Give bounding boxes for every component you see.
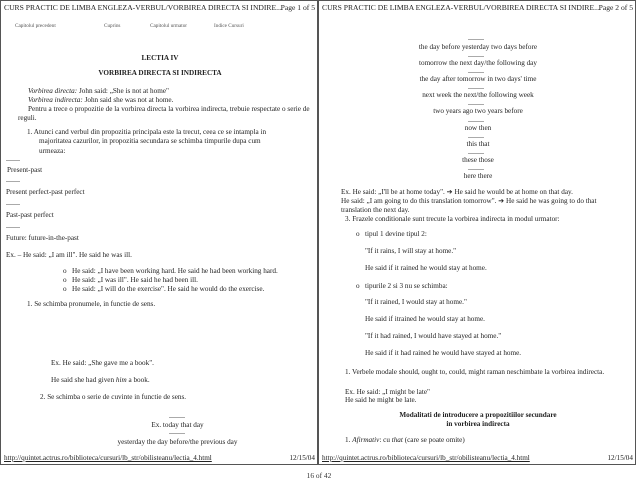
right-footer — [322, 453, 633, 463]
word-pair-1: the day before yesterday two days before — [418, 43, 538, 51]
conditional-q2: "If it rained, I would stay at home." — [365, 298, 467, 306]
conditional-q3: "If it had rained, I would have stayed at home." — [365, 332, 502, 340]
word-pair-4: next week the next/the following week — [422, 91, 534, 99]
affirmative-rule: 1. Afirmativ: cu that (care se poate omite) — [345, 436, 465, 444]
bullet-marker: o — [356, 282, 360, 290]
intro-paragraph: Pentru a trece o propozitie de la vorbirea directa la vorbirea indirecta, trebuie respectate o serie de reguli. — [18, 105, 310, 123]
conditional-a1: He said if it rained he would stay at home. — [365, 264, 487, 272]
separator — [468, 39, 484, 40]
indirect-speech-example: Vorbirea indirecta: John said she was not at home. — [28, 96, 174, 104]
bullet-example-3: He said: „I will do the exercise". He said he would do the exercise. — [72, 285, 265, 293]
separator — [468, 88, 484, 89]
conditional-q1: "If it rains, I will stay at home." — [365, 247, 457, 255]
separator — [6, 181, 20, 182]
right-footer-date: 12/15/04 — [607, 453, 633, 462]
bullet-marker: o — [63, 276, 67, 284]
lecture-number: LECTIA IV — [141, 54, 179, 62]
separator — [468, 137, 484, 138]
example-ill: Ex. – He said: „I am ill". He said he was ill. — [6, 251, 132, 259]
word-pair-5: two years ago two years before — [433, 107, 523, 115]
section-title-line1: Modalitati de introducere a propozitiilor secundare — [399, 411, 557, 419]
separator — [468, 72, 484, 73]
separator — [468, 121, 484, 122]
left-footer-url[interactable]: http://quintet.actrus.ro/biblioteca/cursuri/lb_str/obilisteanu/lectia_4.html — [4, 453, 212, 462]
left-header — [4, 3, 315, 15]
right-header-title: CURS PRACTIC DE LIMBA ENGLEZA-VERBUL/VORBIREA DIRECTA SI INDIRE... — [322, 3, 600, 12]
conditional-a2: He said if itrained he would stay at home. — [365, 315, 485, 323]
word-pair-6: now then — [464, 124, 492, 132]
nav-contents[interactable]: Cuprins — [104, 23, 121, 29]
separator — [6, 204, 20, 205]
bullet-marker: o — [63, 267, 67, 275]
example-translation: He said: „I am going to do this translation tomorrow". ➔ He said he was going to do that translation the next day. — [341, 197, 597, 215]
right-page — [318, 0, 636, 465]
word-pair-7: this that — [466, 140, 490, 148]
tense-present-perfect: Present perfect-past perfect — [6, 188, 85, 196]
right-header — [322, 3, 633, 15]
section-title-line2: in vorbirea indirecta — [446, 420, 510, 428]
separator — [6, 227, 20, 228]
direct-speech-example: Vorbirea directa: John said: „She is not at home" — [28, 87, 169, 95]
example-late-indirect: He said he might be late. — [345, 396, 417, 404]
bullet-marker: o — [356, 230, 360, 238]
tense-future: Future: future-in-the-past — [6, 234, 79, 242]
right-page-label: Page 2 of 5 — [598, 3, 633, 12]
bullet-example-2: He said: „I was ill". He said he had been ill. — [72, 276, 198, 284]
word-pair-8: these those — [462, 156, 494, 164]
left-page-label: Page 1 of 5 — [280, 3, 315, 12]
bullet-example-1: He said: „I have been working hard. He said he had been working hard. — [72, 267, 278, 275]
left-header-title: CURS PRACTIC DE LIMBA ENGLEZA-VERBUL/VORBIREA DIRECTA SI INDIRE... — [4, 3, 282, 12]
tense-past: Past-past perfect — [6, 211, 54, 219]
nav-course-index[interactable]: Indice Cursuri — [214, 23, 244, 29]
conditional-type-2-3: tipurile 2 si 3 nu se schimba: — [365, 282, 448, 290]
example-book-indirect: He said she had given him a book. — [51, 376, 150, 384]
word-pair-9: here there — [463, 172, 493, 180]
rule-pronouns: 1. Se schimba pronumele, in functie de sens. — [27, 300, 156, 308]
separator — [468, 56, 484, 57]
separator — [6, 160, 20, 161]
example-late: Ex. He said: „I might be late" — [345, 388, 430, 396]
separator — [169, 417, 185, 418]
left-footer — [4, 453, 315, 463]
example-today: Ex. today that day — [151, 421, 204, 429]
rule-2: 2. Se schimba o serie de cuvinte in functie de sens. — [40, 393, 187, 401]
lesson-title: VORBIREA DIRECTA SI INDIRECTA — [98, 69, 222, 77]
separator — [468, 104, 484, 105]
nav-next-chapter[interactable]: Capitolul urmator — [150, 23, 188, 29]
left-footer-date: 12/15/04 — [289, 453, 315, 462]
conditional-type-1: tipul 1 devine tipul 2: — [365, 230, 427, 238]
rule-modal-verbs: 1. Verbele modale should, ought to, could, might raman neschimbate la vorbirea indirecta. — [345, 368, 605, 376]
separator — [468, 169, 484, 170]
right-footer-url[interactable]: http://quintet.actrus.ro/biblioteca/cursuri/lb_str/obilisteanu/lectia_4.html — [322, 453, 530, 462]
word-pair-3: the day after tomorrow in two days' time — [419, 75, 537, 83]
separator — [468, 153, 484, 154]
example-book: Ex. He said: „She gave me a book". — [51, 359, 154, 367]
word-pair-2: tomorrow the next day/the following day — [419, 59, 537, 67]
rule-3: 3. Frazele conditionale sunt trecute la vorbirea indirecta in modul urmator: — [345, 215, 560, 223]
rule-1: 1. Atunci cand verbul din propozitia principala este la trecut, ceea ce se intampla in majoritatea cazurilor, in propozitia secundara se schimba timpurile dupa cum urmeaza: — [27, 128, 267, 155]
tense-present: Present-past — [7, 166, 43, 174]
example-home-today: Ex. He said: „I'll be at home today". ➔ He said he would be at home on that day. — [341, 188, 573, 196]
page-count: 16 of 42 — [306, 471, 332, 480]
example-yesterday: yesterday the day before/the previous day — [117, 438, 238, 446]
left-page — [0, 0, 318, 465]
bullet-marker: o — [63, 285, 67, 293]
separator — [169, 433, 185, 434]
nav-prev-chapter[interactable]: Capitolul precedent — [15, 23, 56, 29]
conditional-a3: He said if it had rained he would have stayed at home. — [365, 349, 522, 357]
